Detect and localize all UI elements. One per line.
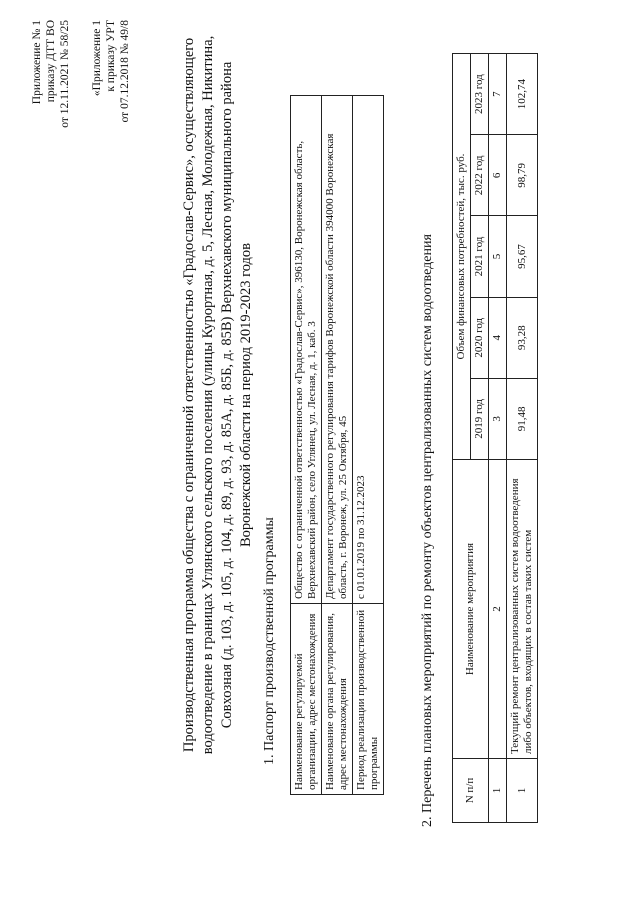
header-row: [453, 54, 471, 823]
year-header: 2019 год: [471, 378, 489, 459]
appendix-line: приказу ДТТ ВО: [45, 20, 57, 103]
index-cell: 5: [489, 216, 507, 297]
index-cell: 3: [489, 378, 507, 459]
appendix-line: Приложение № 1: [31, 20, 43, 105]
year-header: 2022 год: [471, 135, 489, 216]
year-header: 2023 год: [471, 54, 489, 135]
col-num-header: N п/п: [453, 759, 489, 823]
row-value: 102,74: [507, 54, 538, 135]
appendix-line: к приказу УРТ: [105, 20, 117, 92]
row-value: 93,28: [507, 297, 538, 378]
passport-value: с 01.01.2019 по 31.12.2023: [353, 96, 384, 604]
year-header: 2021 год: [471, 216, 489, 297]
appendix-note-2: [90, 20, 132, 122]
passport-body: [291, 96, 384, 795]
passport-value: Общество с ограниченной ответственностью «Градослав-Сервис», 396130, Воронежская область, Верхнехавский район, село Углянец, ул. Лесная, д. 1, каб. 3: [291, 96, 322, 604]
passport-row: [322, 96, 353, 795]
index-cell: 7: [489, 54, 507, 135]
row-value: 91,48: [507, 378, 538, 459]
passport-table: [290, 95, 384, 795]
passport-label: Наименование регулируемой организации, адрес местонахождения: [291, 604, 322, 795]
year-header: 2020 год: [471, 297, 489, 378]
row-name: Текущий ремонт централизованных систем водоотведения либо объектов, входящих в состав таких систем: [507, 460, 538, 759]
passport-label: Наименование органа регулирования, адрес местонахождения: [322, 604, 353, 795]
row-value: 95,67: [507, 216, 538, 297]
appendix-line: «Приложение 1: [91, 20, 103, 97]
document-title: Производственная программа общества с ограниченной ответственностью «Градослав-Сервис», осуществляющего водоотведение в границах Углянского сельского поселения (улицы Курортная, д. 5, Лесная, Молодежная, Никитина, Совхозная (д. 103, д. 105, д. 104, д. 89, д. 93, д. 85А, д. 85Б, д. 85В) Верхнехавского муниципального района Воронежской области на период 2019-2023 годов: [181, 35, 254, 755]
passport-label: Период реализации производственной программы: [353, 604, 384, 795]
appendix-line: от 12.11.2021 № 58/25: [59, 20, 71, 128]
index-cell: 6: [489, 135, 507, 216]
index-cell: 2: [489, 460, 507, 759]
section-1-heading: 1. Паспорт производственной программы: [262, 517, 277, 765]
col-volume-header: Объем финансовых потребностей, тыс. руб.: [453, 54, 471, 460]
passport-value: Департамент государственного регулирования тарифов Воронежской области 394000 Воронежская область, г. Воронеж, ул. 25 Октября, 45: [322, 96, 353, 604]
table-row: [507, 54, 538, 823]
appendix-line: от 07.12.2018 № 49/8: [119, 20, 131, 123]
section-2-heading: 2. Перечень плановых мероприятий по ремонту объектов централизованных систем водоотведения: [420, 234, 435, 827]
row-num: 1: [507, 759, 538, 823]
index-row: [489, 54, 507, 823]
passport-row: [291, 96, 322, 795]
passport-row: [353, 96, 384, 795]
index-cell: 1: [489, 759, 507, 823]
index-cell: 4: [489, 297, 507, 378]
row-value: 98,79: [507, 135, 538, 216]
measures-table: [452, 53, 538, 823]
measures-body: [489, 54, 538, 823]
col-name-header: Наименование мероприятия: [453, 460, 489, 759]
appendix-note-1: [30, 20, 72, 128]
